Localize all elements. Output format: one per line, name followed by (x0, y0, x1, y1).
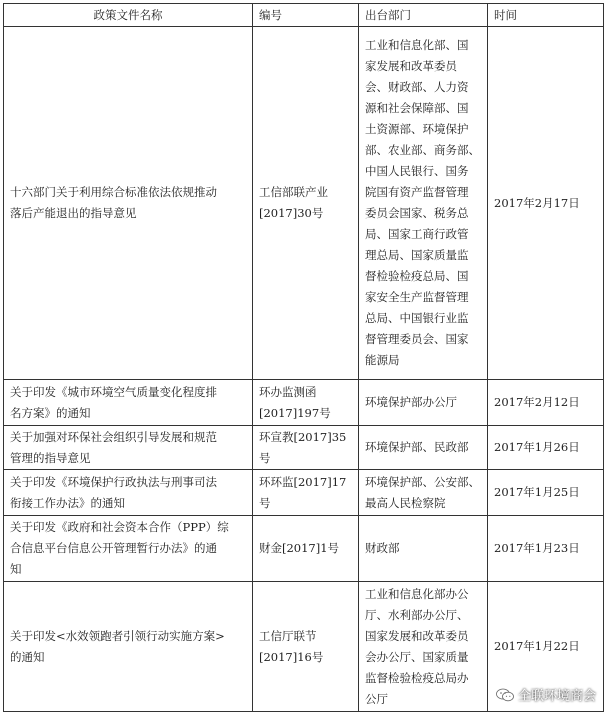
policy-name: 关于加强对环保社会组织引导发展和规范 管理的指导意见 (10, 429, 217, 465)
policy-code: 工信部联产业 [2017]30号 (259, 185, 328, 220)
table-row (4, 516, 604, 582)
policy-date: 2017年1月23日 (494, 541, 580, 555)
policy-dept: 环境保护部、公安部、 最高人民检察院 (365, 474, 480, 510)
table-row (4, 426, 604, 470)
policy-date: 2017年2月12日 (494, 395, 580, 409)
policy-name: 关于印发《政府和社会资本合作（PPP）综 合信息平台信息公开管理暂行办法》的通 知 (10, 520, 229, 576)
policy-dept: 财政部 (365, 541, 400, 555)
header-code: 编号 (253, 4, 359, 27)
policy-code: 环环监[2017]17 号 (259, 474, 347, 510)
policy-name: 十六部门关于利用综合标准依法依规推动 落后产能退出的指导意见 (10, 185, 217, 220)
header-date: 时间 (488, 4, 604, 27)
policy-code: 工信厅联节 [2017]16号 (259, 628, 324, 664)
policy-date: 2017年1月26日 (494, 440, 580, 454)
watermark-text: 全联环境商会 (517, 689, 596, 704)
header-name: 政策文件名称 (4, 4, 253, 27)
watermark (496, 685, 596, 704)
policy-name: 关于印发<水效领跑者引领行动实施方案> 的通知 (10, 628, 225, 664)
policy-date: 2017年2月17日 (494, 195, 580, 210)
header-dept: 出台部门 (359, 4, 488, 27)
policy-date: 2017年1月22日 (494, 639, 580, 653)
policy-code: 环宣教[2017]35 号 (259, 429, 347, 465)
policy-dept: 环境保护部、民政部 (365, 440, 469, 454)
policy-name: 关于印发《城市环境空气质量变化程度排 名方案》的通知 (10, 384, 217, 420)
policy-name: 关于印发《环境保护行政执法与刑事司法 衔接工作办法》的通知 (10, 474, 217, 510)
table-row (4, 27, 604, 380)
header-row (4, 4, 604, 27)
policy-dept: 工业和信息化部、国 家发展和改革委员 会、财政部、人力资 源和社会保障部、国 土资源部、环境保护 部、农业部、商务部、 中国人民银行、国务 院国有资产监督管理 委员会国家、税务总 局、国家工商行政管 理总局、国家质量监 督检验检疫总局、国 家安全生产监督管理 总局、中国银行业监 督管理委员会、国家 能源局 (365, 38, 480, 367)
policy-code: 财金[2017]1号 (259, 541, 340, 555)
policy-date: 2017年1月25日 (494, 485, 580, 499)
policy-dept: 环境保护部办公厅 (365, 395, 457, 409)
policy-table (3, 3, 604, 712)
table-row (4, 470, 604, 516)
policy-code: 环办监测函 [2017]197号 (259, 384, 331, 420)
wechat-icon (496, 688, 514, 702)
table-row (4, 380, 604, 426)
policy-dept: 工业和信息化部办公 厅、水利部办公厅、 国家发展和改革委员 会办公厅、国家质量 监督检验检疫总局办 公厅 (365, 586, 469, 706)
